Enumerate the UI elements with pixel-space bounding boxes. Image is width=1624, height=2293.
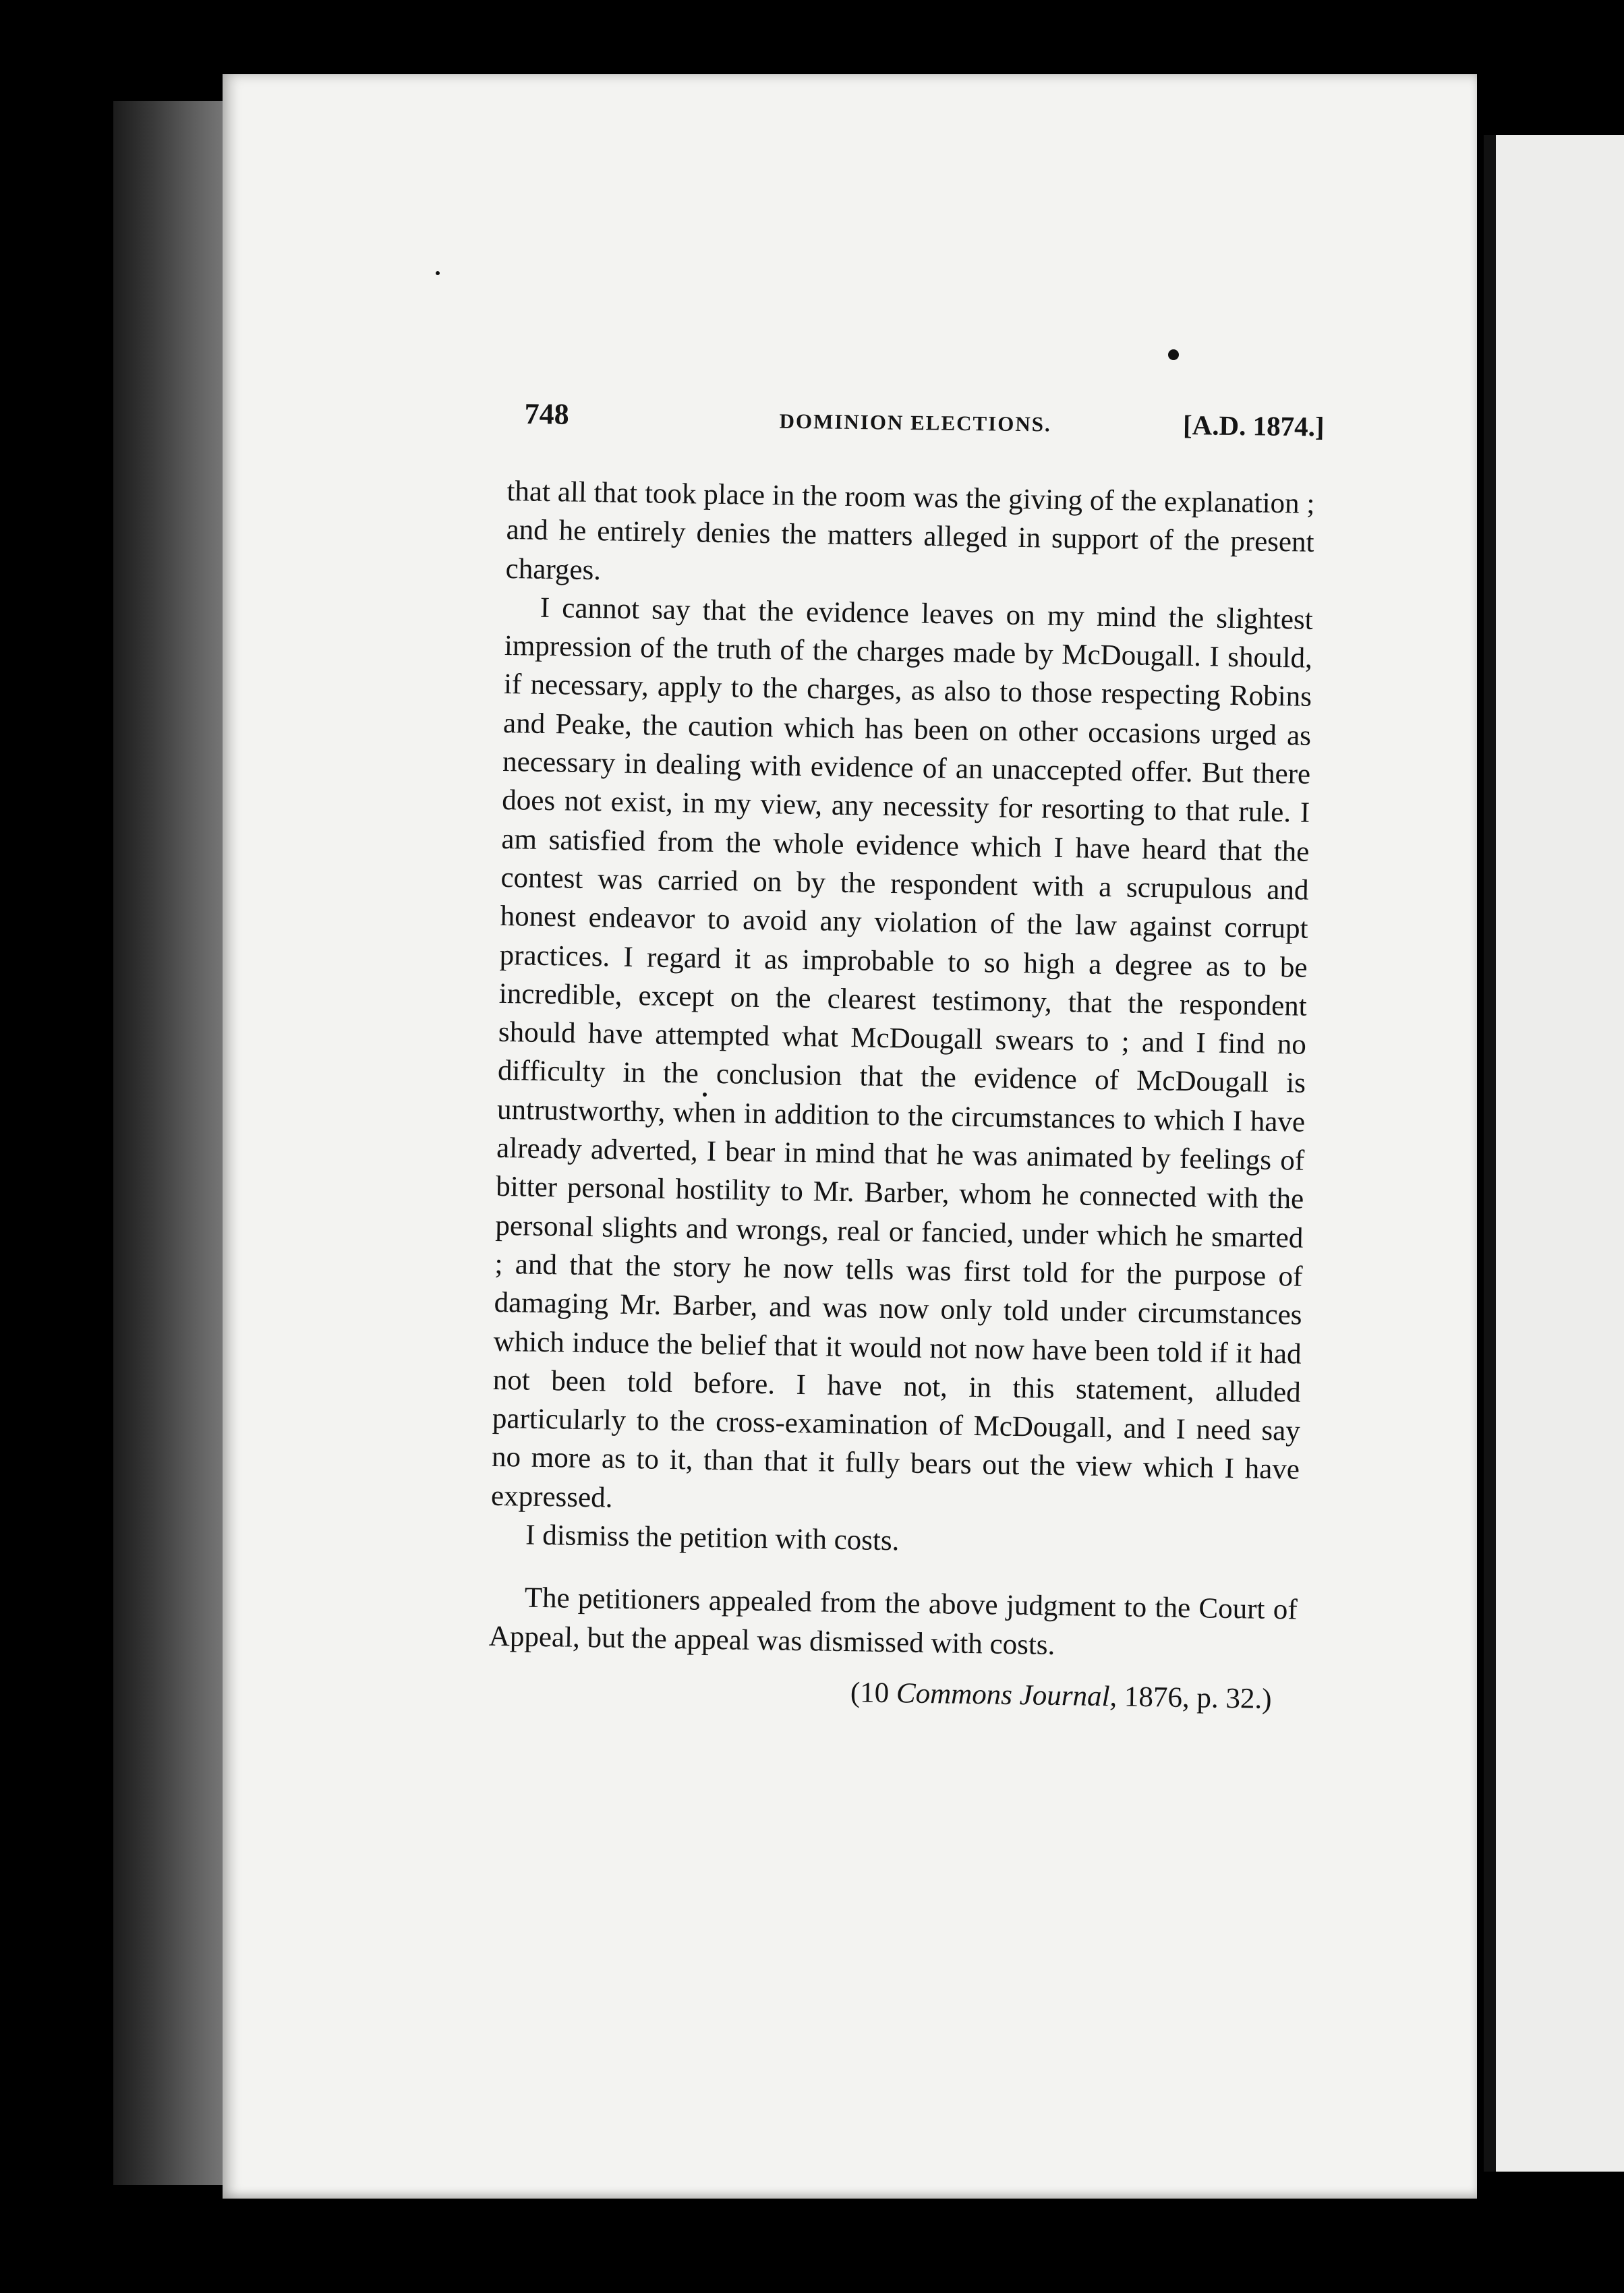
page-number: 748 (524, 397, 569, 431)
citation-prefix: (10 (850, 1677, 897, 1710)
header-year: [A.D. 1874.] (1182, 409, 1325, 442)
paragraph-judgment: I cannot say that the evidence leaves on my mind the slightest impression of the truth of the charges made by McDougall. I should, if necessary, apply to the charges, as also to those respecting Robins and Peake, the caution which has been on other occasions urged as necessary in dealing with evidence of an unaccepted offer. But there does not exist, in my view, any necessity for resorting to that rule. I am satisfied from the whole evidence which I have heard that the contest was carried on by the respondent with a scrupulous and honest endeavor to avoid any violation of the law against corrupt practices. I regard it as improbable to so high a degree as to be incredible, except on the clearest testimony, that the respondent should have attempted what McDougall swears to ; and I find no difficulty in the conclusion that the evidence of McDougall is untrustworthy, when in addition to the circumstances to which I have already adverted, I bear in mind that he was animated by feelings of bitter personal hostility to Mr. Barber, whom he connected with the personal slights and wrongs, real or fancied, under which he smarted ; and that the story he now tells was first told for the purpose of damaging Mr. Barber, and was now only told under circumstances which induce the belief that it would not now have been told if it had not been told before. I have not, in this statement, alluded particularly to the cross-examination of McDougall, and I need say no more as to it, than that it fully bears out the view which I have expressed. (490, 591, 1314, 1514)
paragraph-dismissal: I dismiss the petition with costs. (525, 1519, 900, 1557)
citation-suffix: 1876, p. 32.) (1116, 1681, 1272, 1715)
scan-speck (1168, 349, 1179, 360)
scan-speck (436, 271, 440, 275)
running-title: DOMINION ELECTIONS. (779, 409, 1051, 436)
paragraph-appeal: The petitioners appealed from the above judgment to the Court of Appeal, but the appeal was dismissed with costs. (488, 1581, 1298, 1661)
paragraph-continuation: that all that took place in the room was the giving of the explanation ; and he entirely denies the matters alleged in support of the present charges. (505, 475, 1315, 586)
running-header (524, 397, 1325, 453)
body-text (488, 472, 1315, 1719)
citation-journal: Commons Journal, (896, 1677, 1118, 1713)
book-edge (113, 101, 228, 2185)
adjacent-page (1484, 135, 1624, 2172)
